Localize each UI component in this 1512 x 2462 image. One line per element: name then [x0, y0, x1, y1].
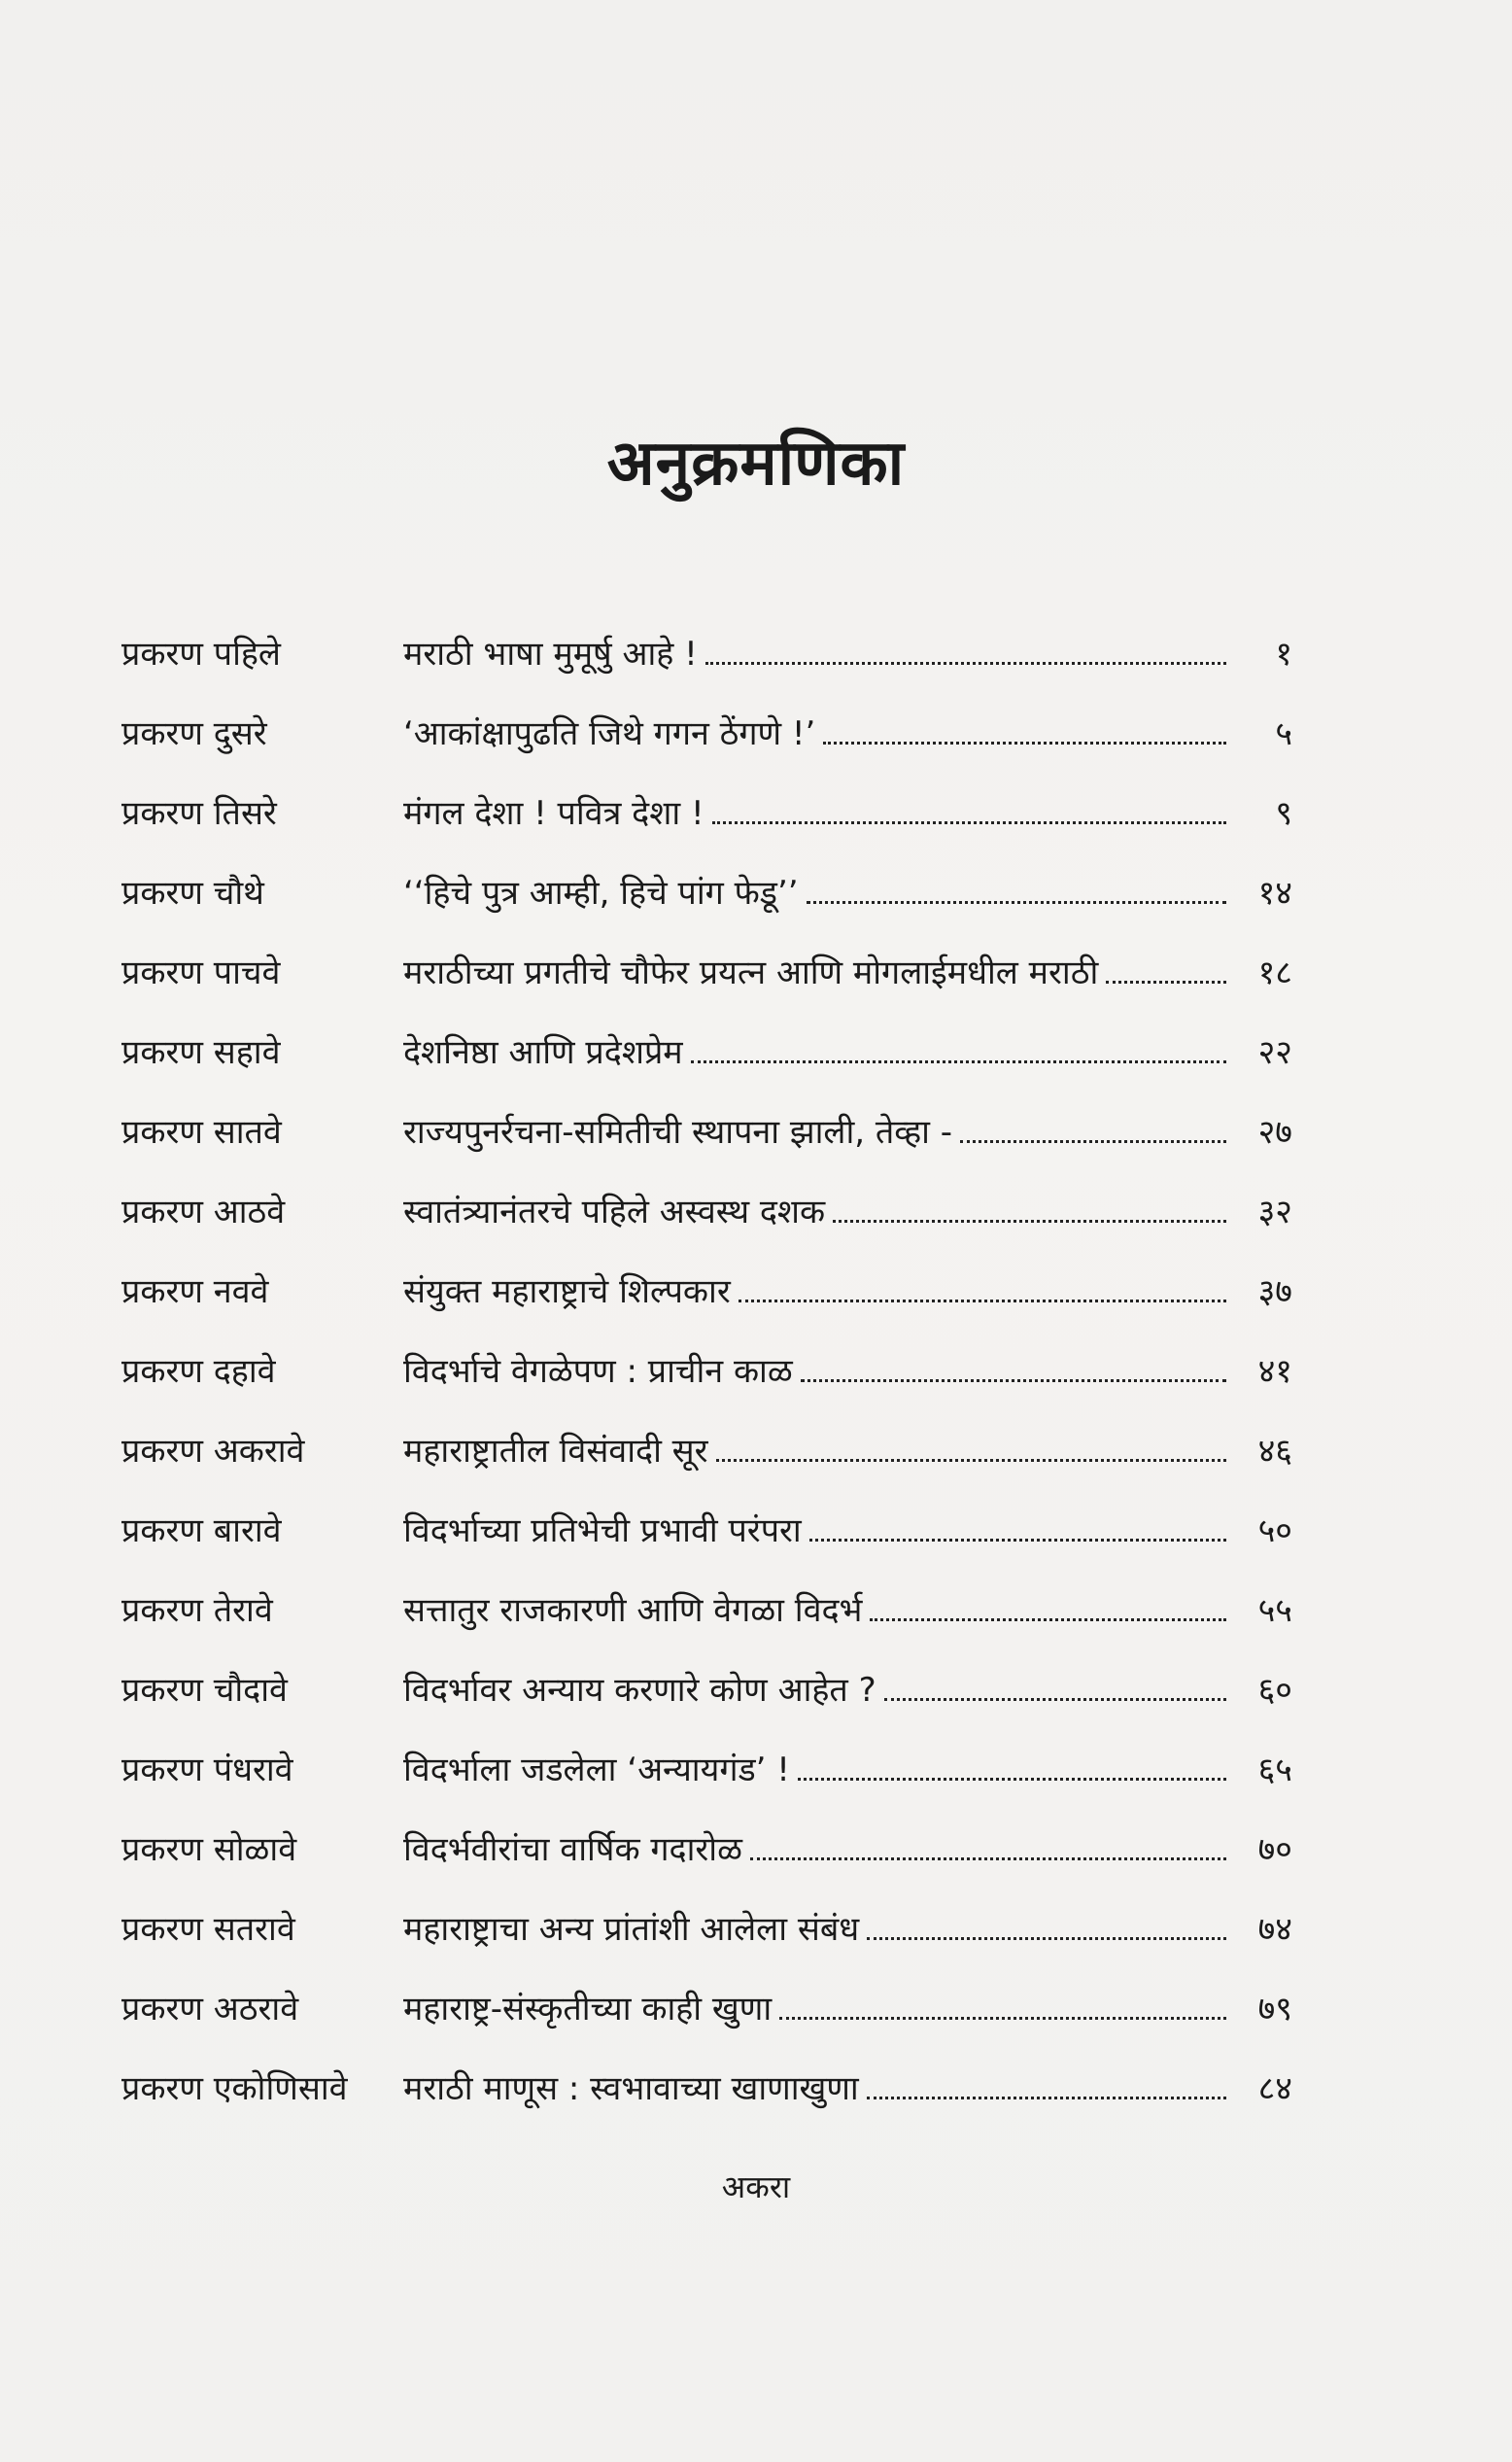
chapter-title-line	[403, 789, 1234, 834]
dot-leader	[750, 1857, 1226, 1860]
chapter-label: प्रकरण सहावे	[121, 1033, 281, 1072]
dot-leader	[823, 742, 1226, 745]
chapter-title: मंगल देशा ! पवित्र देशा !	[403, 794, 704, 833]
dot-leader	[691, 1060, 1226, 1063]
chapter-page-number: ६०	[1257, 1671, 1292, 1710]
chapter-title: मराठीच्या प्रगतीचे चौफेर प्रयत्न आणि मोगलाईमधील मराठी	[403, 954, 1099, 992]
chapter-page-number: ७९	[1257, 1990, 1292, 2029]
chapter-page-number: १८	[1257, 954, 1292, 992]
toc-entry	[121, 1011, 1292, 1091]
chapter-title-line	[403, 869, 1234, 914]
toc-entry	[121, 612, 1292, 692]
chapter-label: प्रकरण चौदावे	[121, 1671, 288, 1710]
chapter-label: प्रकरण अठरावे	[121, 1990, 299, 2029]
toc-entry	[121, 1330, 1292, 1409]
dot-leader	[870, 1618, 1226, 1621]
dot-leader	[867, 1937, 1226, 1940]
chapter-label: प्रकरण आठवे	[121, 1193, 286, 1231]
chapter-title: महाराष्ट्र-संस्कृतीच्या काही खुणा	[403, 1990, 773, 2029]
chapter-page-number: १	[1275, 635, 1292, 674]
chapter-label: प्रकरण पहिले	[121, 635, 281, 674]
chapter-label: प्रकरण तिसरे	[121, 794, 277, 833]
toc-entry	[121, 772, 1292, 851]
chapter-label: प्रकरण नववे	[121, 1272, 269, 1311]
dot-leader	[807, 901, 1226, 904]
chapter-title: राज्यपुनर्रचना-समितीची स्थापना झाली, तेव्हा -	[403, 1113, 953, 1152]
chapter-title: संयुक्त महाराष्ट्राचे शिल्पकार	[403, 1272, 731, 1311]
chapter-label: प्रकरण तेरावे	[121, 1591, 273, 1630]
toc-entry	[121, 1808, 1292, 1888]
chapter-page-number: ६५	[1257, 1751, 1292, 1789]
chapter-title: विदर्भाच्या प्रतिभेची प्रभावी परंपरा	[403, 1511, 802, 1550]
dot-leader	[798, 1778, 1226, 1781]
chapter-label: प्रकरण पाचवे	[121, 954, 281, 992]
chapter-title: महाराष्ट्रातील विसंवादी सूर	[403, 1432, 708, 1471]
toc-entry	[121, 1888, 1292, 1967]
chapter-title-line	[403, 630, 1234, 675]
toc-entry	[121, 1967, 1292, 2047]
dot-leader	[716, 1459, 1226, 1462]
chapter-title: विदर्भाचे वेगळेपण : प्राचीन काळ	[403, 1352, 793, 1391]
chapter-title-line	[403, 1825, 1234, 1870]
chapter-title-line	[403, 949, 1234, 993]
chapter-title-line	[403, 1905, 1234, 1950]
table-of-contents	[121, 612, 1292, 2127]
dot-leader	[884, 1698, 1226, 1701]
chapter-page-number: ७०	[1257, 1830, 1292, 1869]
page-number-footer: अकरा	[721, 2168, 791, 2205]
chapter-title: ‘‘हिचे पुत्र आम्ही, हिचे पांग फेडू’’	[403, 874, 799, 913]
dot-leader	[960, 1140, 1226, 1143]
chapter-label: प्रकरण दहावे	[121, 1352, 276, 1391]
chapter-label: प्रकरण बारावे	[121, 1511, 282, 1550]
chapter-title: विदर्भवीरांचा वार्षिक गदारोळ	[403, 1830, 742, 1869]
dot-leader	[867, 2097, 1226, 2099]
chapter-page-number: ४६	[1257, 1432, 1292, 1471]
chapter-title-line	[403, 1427, 1234, 1472]
chapter-title: सत्तातुर राजकारणी आणि वेगळा विदर्भ	[403, 1591, 863, 1630]
dot-leader	[833, 1220, 1226, 1223]
toc-entry	[121, 1250, 1292, 1330]
chapter-title: विदर्भाला जडलेला ‘अन्यायगंड’ !	[403, 1751, 790, 1789]
chapter-title-line	[403, 1586, 1234, 1631]
chapter-label: प्रकरण चौथे	[121, 874, 264, 913]
dot-leader	[779, 2017, 1226, 2020]
dot-leader	[739, 1300, 1226, 1302]
chapter-title-line	[403, 1347, 1234, 1392]
chapter-title-line	[403, 1507, 1234, 1551]
chapter-page-number: ४१	[1257, 1352, 1292, 1391]
chapter-title-line	[403, 1028, 1234, 1073]
chapter-label: प्रकरण सोळावे	[121, 1830, 297, 1869]
chapter-page-number: २७	[1257, 1113, 1292, 1152]
chapter-title-line	[403, 1267, 1234, 1312]
chapter-title: स्वातंत्र्यानंतरचे पहिले अस्वस्थ दशक	[403, 1193, 826, 1231]
dot-leader	[705, 662, 1226, 665]
toc-entry	[121, 1091, 1292, 1170]
chapter-label: प्रकरण सातवे	[121, 1113, 282, 1152]
chapter-label: प्रकरण पंधरावे	[121, 1751, 293, 1789]
dot-leader	[1106, 981, 1226, 984]
chapter-title-line	[403, 1188, 1234, 1232]
chapter-title: देशनिष्ठा आणि प्रदेशप्रेम	[403, 1033, 683, 1072]
page-title: अनुक्रमणिका	[606, 428, 906, 500]
chapter-label: प्रकरण दुसरे	[121, 714, 267, 753]
toc-entry	[121, 1728, 1292, 1808]
dot-leader	[712, 821, 1226, 824]
chapter-title: ‘आकांक्षापुढति जिथे गगन ठेंगणे !’	[403, 714, 816, 753]
toc-entry	[121, 1569, 1292, 1648]
chapter-title: विदर्भावर अन्याय करणारे कोण आहेत ?	[403, 1671, 876, 1710]
chapter-page-number: ५०	[1257, 1511, 1292, 1550]
chapter-title-line	[403, 2064, 1234, 2109]
chapter-title-line	[403, 1985, 1234, 2029]
chapter-title: मराठी भाषा मुमूर्षु आहे !	[403, 635, 698, 674]
chapter-page-number: ९	[1275, 794, 1292, 833]
chapter-title-line	[403, 1746, 1234, 1790]
toc-entry	[121, 931, 1292, 1011]
toc-entry	[121, 1170, 1292, 1250]
chapter-page-number: २२	[1257, 1033, 1292, 1072]
chapter-title: महाराष्ट्राचा अन्य प्रांतांशी आलेला संबंध	[403, 1910, 860, 1949]
chapter-title-line	[403, 1666, 1234, 1711]
chapter-page-number: १४	[1257, 874, 1292, 913]
dot-leader	[801, 1379, 1226, 1382]
toc-entry	[121, 692, 1292, 772]
chapter-label: प्रकरण अकरावे	[121, 1432, 305, 1471]
toc-entry	[121, 1409, 1292, 1489]
chapter-page-number: ३७	[1257, 1272, 1292, 1311]
toc-entry	[121, 2047, 1292, 2127]
chapter-page-number: ८४	[1257, 2069, 1292, 2108]
chapter-title: मराठी माणूस : स्वभावाच्या खाणाखुणा	[403, 2069, 859, 2108]
chapter-title-line	[403, 710, 1234, 754]
chapter-label: प्रकरण एकोणिसावे	[121, 2069, 348, 2108]
toc-entry	[121, 851, 1292, 931]
dot-leader	[809, 1539, 1226, 1542]
toc-entry	[121, 1648, 1292, 1728]
toc-entry	[121, 1489, 1292, 1569]
chapter-page-number: ५५	[1257, 1591, 1292, 1630]
chapter-page-number: ५	[1275, 714, 1292, 753]
chapter-title-line	[403, 1108, 1234, 1153]
chapter-label: प्रकरण सतरावे	[121, 1910, 295, 1949]
chapter-page-number: ३२	[1257, 1193, 1292, 1231]
chapter-page-number: ७४	[1257, 1910, 1292, 1949]
